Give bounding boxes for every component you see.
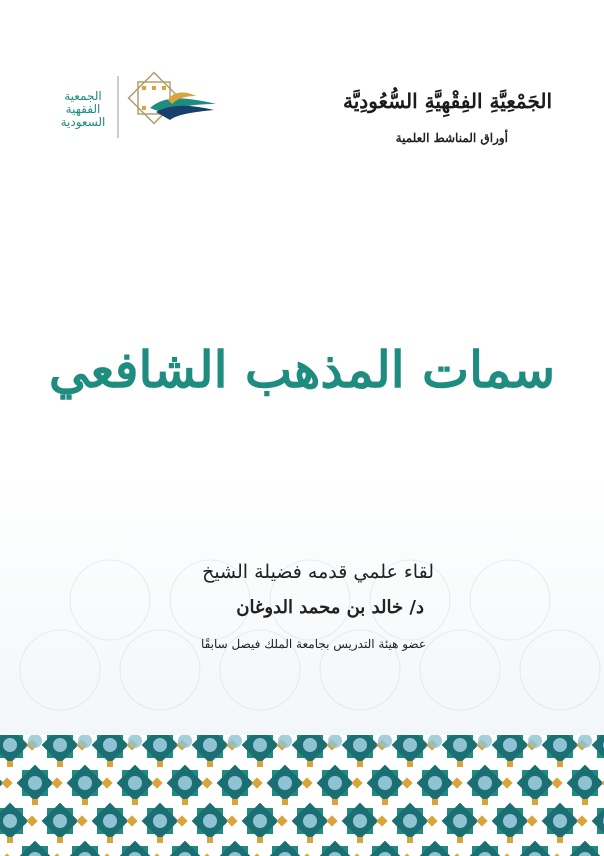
logo-text	[50, 90, 116, 129]
document-title: سمات المذهب الشافعي	[48, 340, 556, 399]
logo-line-1: الجمعية	[64, 89, 102, 103]
book-logo-icon	[116, 70, 220, 142]
author-name: د/ خالد بن محمد الدوغان	[236, 597, 424, 618]
society-logo	[50, 70, 220, 142]
lecture-intro: لقاء علمي قدمه فضيلة الشيخ	[202, 561, 434, 583]
society-name: الجَمْعِيَّةِ الفِقْهِيَّةِ السُّعُودِيَّة	[343, 89, 552, 113]
author-affiliation: عضو هيئة التدريس بجامعة الملك فيصل سابقًا	[200, 637, 426, 651]
series-label: أوراق المناشط العلمية	[395, 131, 508, 145]
logo-line-3: السعودية	[60, 115, 106, 129]
islamic-geometric-pattern	[0, 735, 604, 856]
logo-line-2: الفقهية	[65, 102, 101, 116]
